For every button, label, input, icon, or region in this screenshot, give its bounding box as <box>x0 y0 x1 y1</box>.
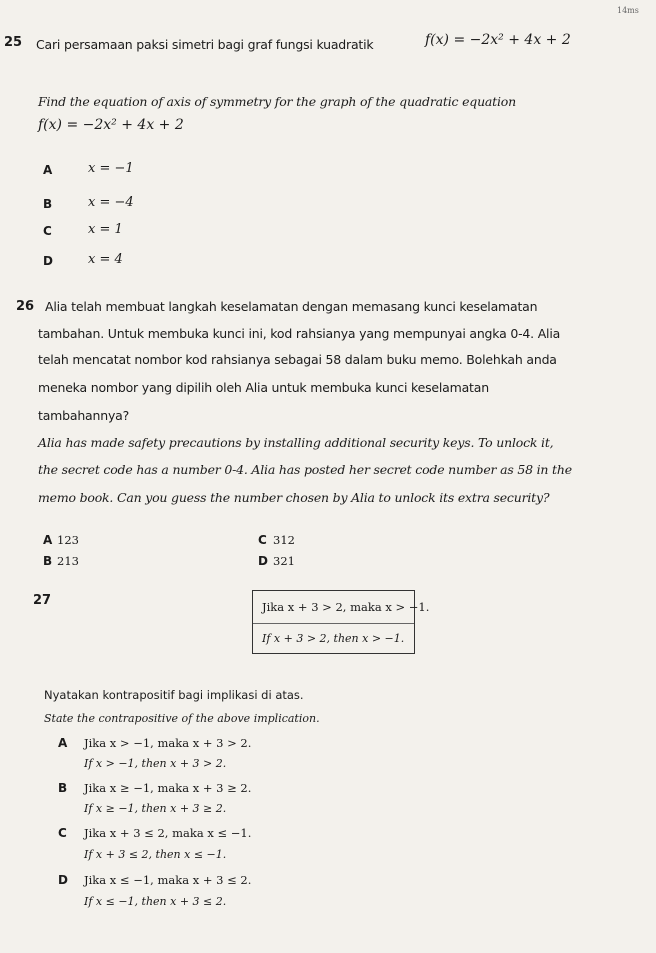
q26-option-a-letter[interactable]: A <box>43 533 53 547</box>
question-25-malay-function: f(x) = −2x² + 4x + 2 <box>425 32 571 48</box>
q27-option-c-letter[interactable]: C <box>58 826 67 840</box>
question-26-malay-line-4: meneka nombor yang dipilih oleh Alia untuk membuka kunci keselamatan <box>38 380 489 395</box>
question-26-malay-line-5: tambahannya? <box>38 408 130 423</box>
q26-option-c-text[interactable]: 312 <box>273 533 295 547</box>
question-25-malay-text: Cari persamaan paksi simetri bagi graf fungsi kuadratik <box>36 37 374 52</box>
q26-option-b-letter[interactable]: B <box>43 554 53 568</box>
q25-option-d-letter[interactable]: D <box>43 254 53 268</box>
q27-option-c-malay[interactable]: Jika x + 3 ≤ 2, maka x ≤ −1. <box>84 826 252 840</box>
question-26-english-line-3: memo book. Can you guess the number chosen by Alia to unlock its extra security? <box>38 490 550 505</box>
q25-option-a-letter[interactable]: A <box>43 163 53 177</box>
q26-option-b-text[interactable]: 213 <box>57 554 79 568</box>
q27-option-a-malay[interactable]: Jika x > −1, maka x + 3 > 2. <box>84 736 252 750</box>
q25-option-c-letter[interactable]: C <box>43 224 52 238</box>
question-25-function: f(x) = −2x² + 4x + 2 <box>38 117 184 133</box>
q26-option-a-text[interactable]: 123 <box>57 533 79 547</box>
question-27-malay-text: Nyatakan kontrapositif bagi implikasi di atas. <box>44 688 304 702</box>
question-26-english-line-2: the secret code has a number 0-4. Alia has posted her secret code number as 58 in the <box>38 462 572 477</box>
implication-box-divider <box>253 623 414 624</box>
question-26-malay-line-2: tambahan. Untuk membuka kunci ini, kod rahsianya yang mempunyai angka 0-4. Alia <box>38 326 561 341</box>
implication-malay: Jika x + 3 > 2, maka x > −1. <box>262 600 430 614</box>
q27-option-c-english[interactable]: If x + 3 ≤ 2, then x ≤ −1. <box>84 848 227 861</box>
q25-option-b-letter[interactable]: B <box>43 197 53 211</box>
q26-option-d-text[interactable]: 321 <box>273 554 295 568</box>
q27-option-b-english[interactable]: If x ≥ −1, then x + 3 ≥ 2. <box>84 802 227 815</box>
question-25-number: 25 <box>4 35 23 50</box>
q27-option-d-letter[interactable]: D <box>58 873 68 887</box>
q25-option-d-text[interactable]: x = 4 <box>88 252 123 267</box>
question-25-english-text: Find the equation of axis of symmetry for the graph of the quadratic equation <box>38 94 516 109</box>
corner-mark: 14ms <box>617 6 639 15</box>
question-27-number: 27 <box>33 593 52 608</box>
question-26-malay-line-1: Alia telah membuat langkah keselamatan dengan memasang kunci keselamatan <box>45 299 538 314</box>
question-26-malay-line-3: telah mencatat nombor kod rahsianya sebagai 58 dalam buku memo. Bolehkah anda <box>38 352 557 367</box>
q27-option-b-malay[interactable]: Jika x ≥ −1, maka x + 3 ≥ 2. <box>84 781 252 795</box>
question-27-english-text: State the contrapositive of the above implication. <box>44 712 320 725</box>
implication-english: If x + 3 > 2, then x > −1. <box>262 632 405 645</box>
q25-option-a-text[interactable]: x = −1 <box>88 161 134 176</box>
q27-option-d-english[interactable]: If x ≤ −1, then x + 3 ≤ 2. <box>84 895 227 908</box>
q25-option-b-text[interactable]: x = −4 <box>88 195 134 210</box>
question-26-number: 26 <box>16 299 35 314</box>
q27-option-a-letter[interactable]: A <box>58 736 68 750</box>
question-26-english-line-1: Alia has made safety precautions by installing additional security keys. To unlock it, <box>38 435 554 450</box>
q27-option-a-english[interactable]: If x > −1, then x + 3 > 2. <box>84 757 227 770</box>
q27-option-d-malay[interactable]: Jika x ≤ −1, maka x + 3 ≤ 2. <box>84 873 252 887</box>
q27-option-b-letter[interactable]: B <box>58 781 68 795</box>
q26-option-d-letter[interactable]: D <box>258 554 268 568</box>
q25-option-c-text[interactable]: x = 1 <box>88 222 123 237</box>
q26-option-c-letter[interactable]: C <box>258 533 267 547</box>
